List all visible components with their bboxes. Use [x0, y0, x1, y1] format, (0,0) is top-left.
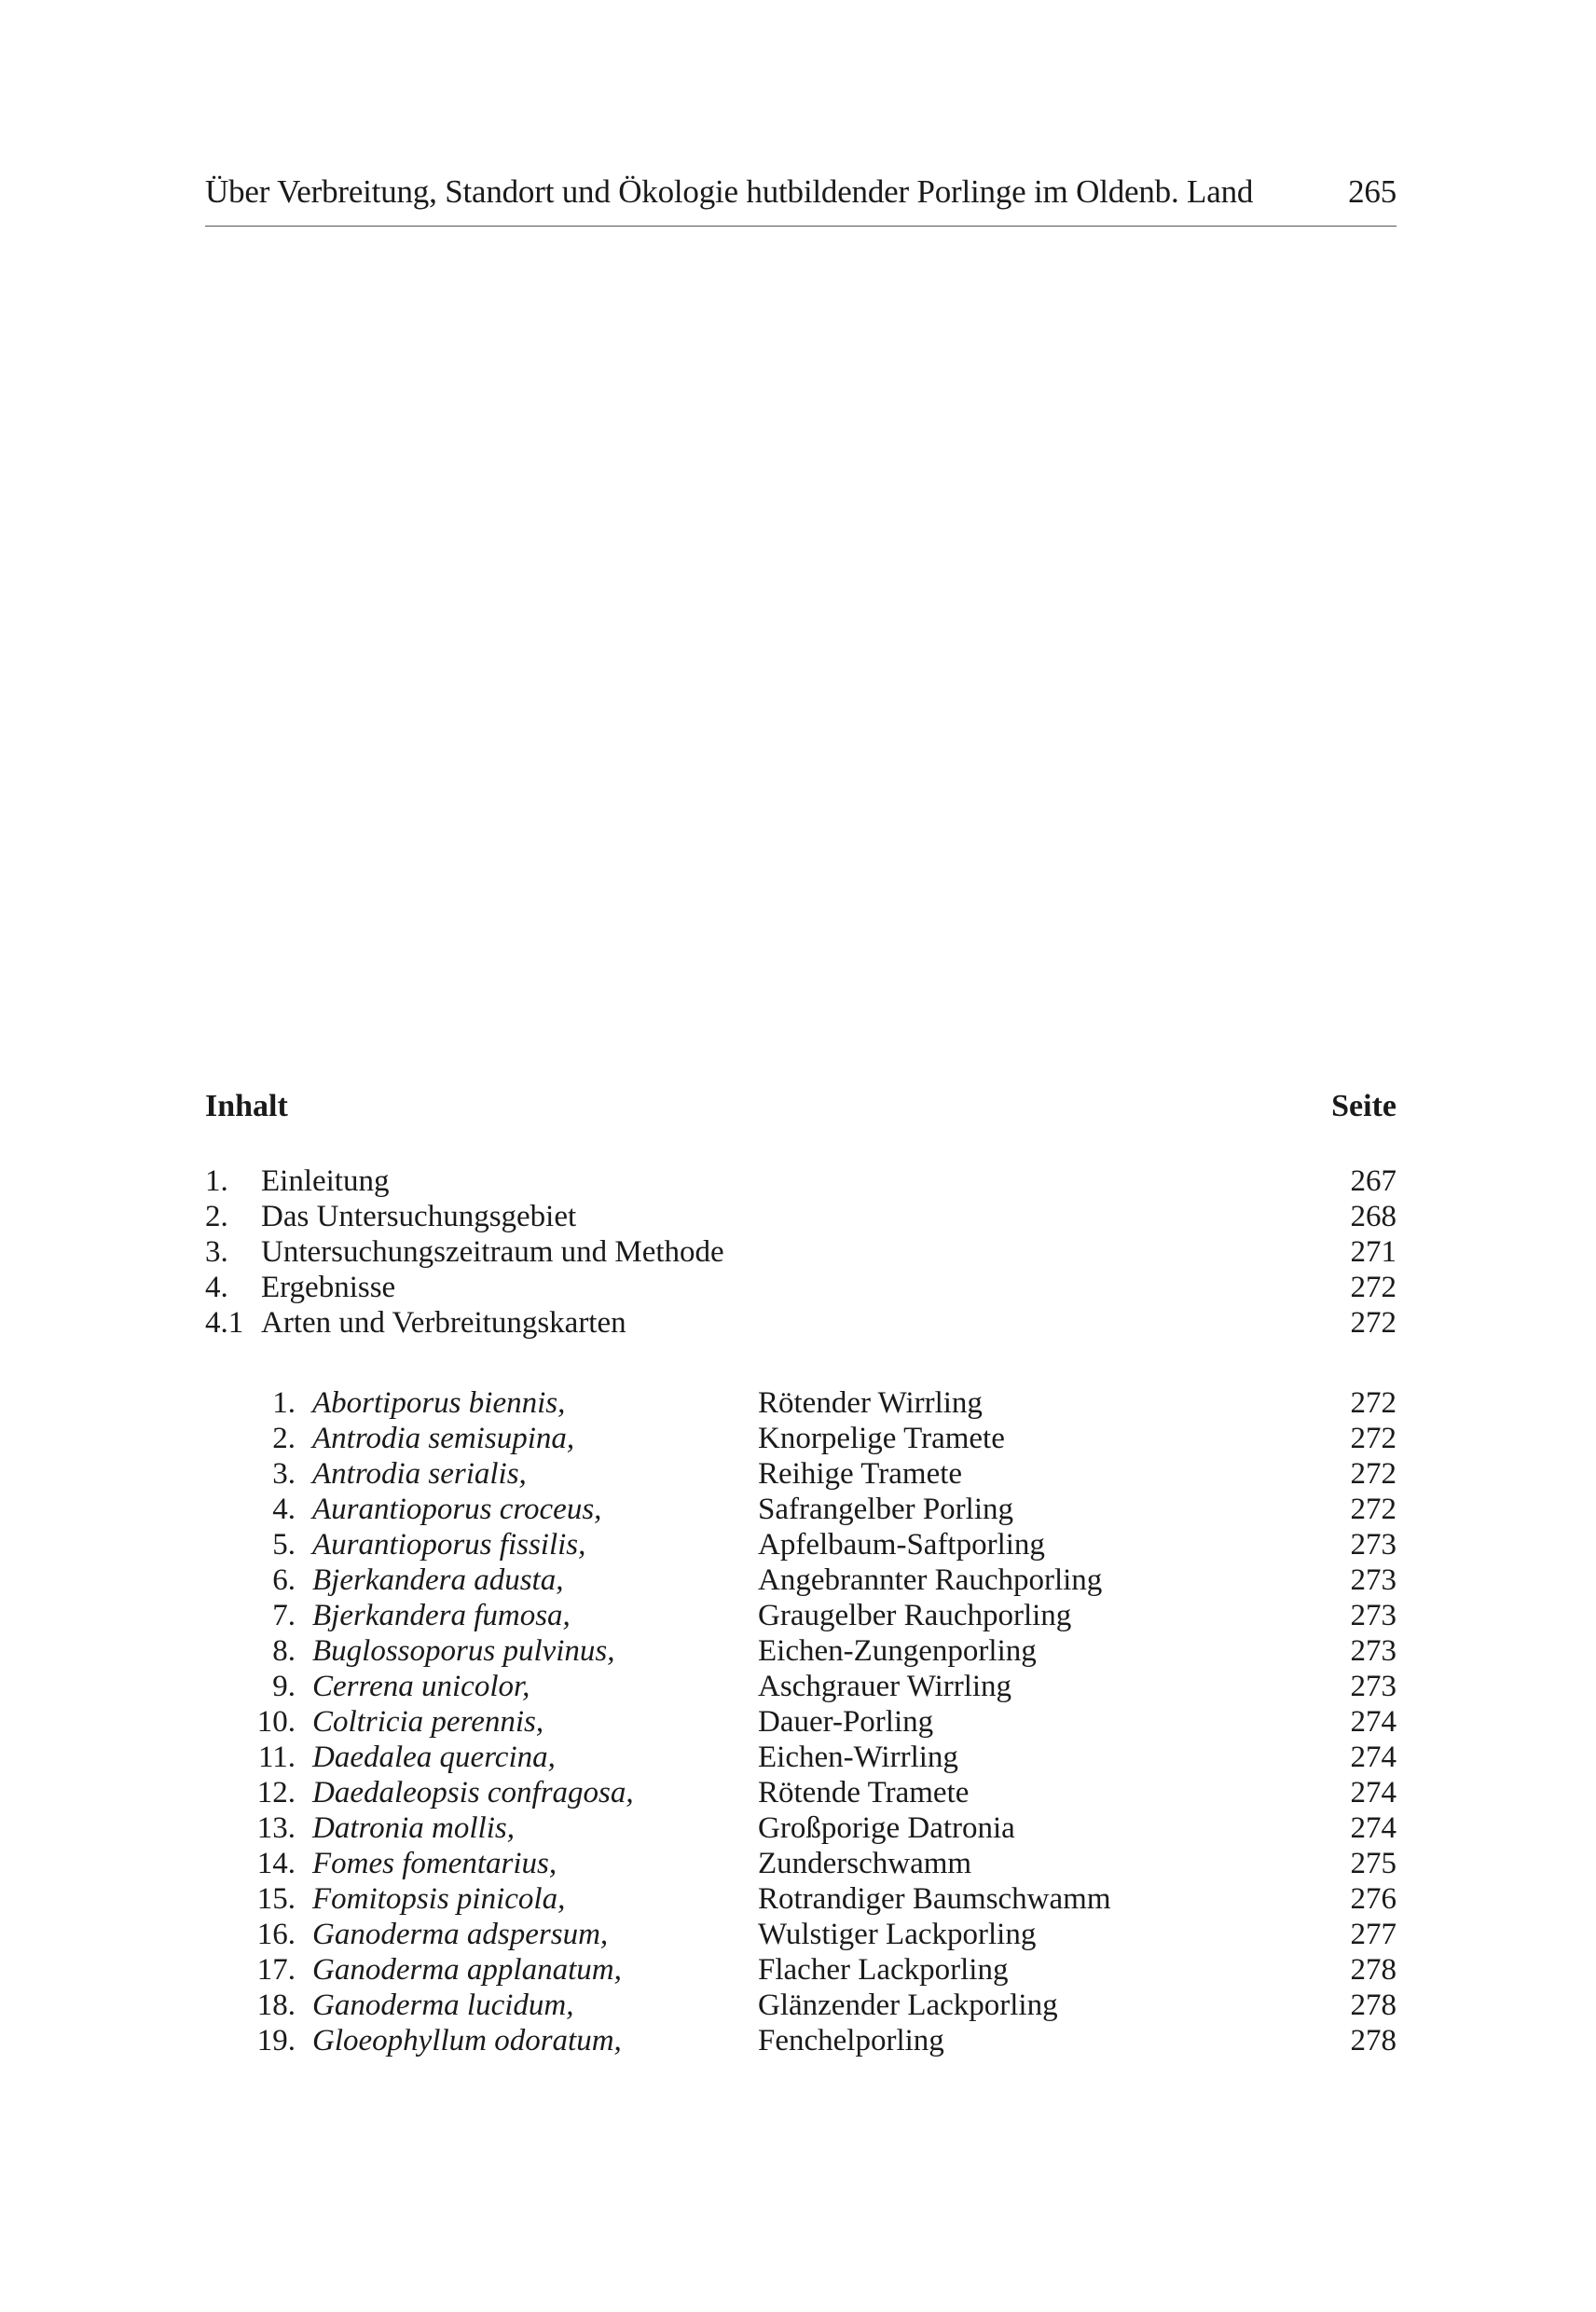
species-number: 11.: [257, 1741, 296, 1774]
species-german-name: Angebrannter Rauchporling: [758, 1563, 1103, 1597]
species-page: 273: [1350, 1634, 1396, 1668]
species-german-name: Safrangelber Porling: [758, 1493, 1014, 1526]
species-latin-name: Gloeophyllum odoratum,: [312, 2024, 622, 2057]
species-latin-name: Aurantioporus fissilis,: [312, 1528, 586, 1562]
species-german-name: Rötende Tramete: [758, 1776, 970, 1810]
species-page: 278: [1350, 2024, 1396, 2057]
species-page: 274: [1350, 1705, 1396, 1739]
species-number: 19.: [256, 2024, 296, 2057]
toc-entry-page: 267: [1350, 1164, 1396, 1198]
toc-entry-number: 3.: [205, 1235, 228, 1269]
species-number: 1.: [272, 1386, 296, 1420]
species-german-name: Graugelber Rauchporling: [758, 1599, 1072, 1632]
toc-entry-page: 272: [1350, 1306, 1396, 1340]
species-german-name: Glänzender Lackporling: [758, 1989, 1058, 2022]
toc-header: [205, 1089, 1396, 1124]
species-german-name: Reihige Tramete: [758, 1457, 963, 1491]
species-number: 14.: [256, 1847, 296, 1880]
species-german-name: Rotrandiger Baumschwamm: [758, 1882, 1111, 1916]
species-german-name: Dauer-Porling: [758, 1705, 934, 1739]
species-german-name: Aschgrauer Wirrling: [758, 1670, 1012, 1703]
species-row: [205, 1385, 1396, 1421]
toc-main-list: [205, 1163, 1396, 1341]
species-row: [205, 1881, 1396, 1917]
species-latin-name: Bjerkandera adusta,: [312, 1563, 564, 1597]
species-number: 2.: [272, 1422, 296, 1455]
toc-entry-title: Arten und Verbreitungskarten: [261, 1306, 626, 1340]
species-latin-name: Ganoderma lucidum,: [312, 1989, 574, 2022]
running-head: [205, 173, 1396, 211]
species-latin-name: Fomitopsis pinicola,: [312, 1882, 566, 1916]
species-row: [205, 1456, 1396, 1492]
species-row: [205, 1810, 1396, 1846]
species-german-name: Großporige Datronia: [758, 1811, 1015, 1845]
species-latin-name: Ganoderma applanatum,: [312, 1953, 622, 1987]
species-page: 273: [1350, 1670, 1396, 1703]
species-latin-name: Fomes fomentarius,: [312, 1847, 557, 1880]
species-latin-name: Daedaleopsis confragosa,: [312, 1776, 634, 1810]
species-list: [205, 1385, 1396, 2058]
toc-entry-title: Ergebnisse: [261, 1271, 396, 1304]
species-page: 274: [1350, 1741, 1396, 1774]
species-number: 9.: [272, 1670, 296, 1703]
species-page: 274: [1350, 1811, 1396, 1845]
species-number: 18.: [256, 1989, 296, 2022]
header-rule: [205, 226, 1396, 227]
species-page: 277: [1350, 1918, 1396, 1951]
toc-entry-number: 1.: [205, 1164, 228, 1198]
species-page: 272: [1350, 1422, 1396, 1455]
species-german-name: Eichen-Zungenporling: [758, 1634, 1037, 1668]
species-page: 278: [1350, 1953, 1396, 1987]
species-number: 15.: [256, 1882, 296, 1916]
species-latin-name: Ganoderma adspersum,: [312, 1918, 609, 1951]
species-number: 5.: [272, 1528, 296, 1562]
species-page: 275: [1350, 1847, 1396, 1880]
toc-entry: [205, 1270, 1396, 1305]
species-row: [205, 1740, 1396, 1775]
species-row: [205, 2023, 1396, 2058]
species-latin-name: Abortiporus biennis,: [312, 1386, 566, 1420]
species-number: 6.: [272, 1563, 296, 1597]
species-latin-name: Cerrena unicolor,: [312, 1670, 530, 1703]
toc-entry-title: Einleitung: [261, 1164, 390, 1198]
toc-entry-title: Das Untersuchungsgebiet: [261, 1200, 577, 1233]
species-page: 273: [1350, 1528, 1396, 1562]
species-row: [205, 1917, 1396, 1952]
species-number: 7.: [272, 1599, 296, 1632]
species-number: 3.: [272, 1457, 296, 1491]
page-number: 265: [1348, 173, 1396, 210]
species-latin-name: Antrodia semisupina,: [312, 1422, 575, 1455]
species-latin-name: Aurantioporus croceus,: [312, 1493, 602, 1526]
toc-entry-page: 271: [1350, 1235, 1396, 1269]
species-german-name: Wulstiger Lackporling: [758, 1918, 1037, 1951]
species-german-name: Eichen-Wirrling: [758, 1741, 958, 1774]
species-number: 17.: [256, 1953, 296, 1987]
species-page: 273: [1350, 1599, 1396, 1632]
species-page: 272: [1350, 1457, 1396, 1491]
toc-entry-number: 2.: [205, 1200, 228, 1233]
species-number: 12.: [256, 1776, 296, 1810]
species-german-name: Flacher Lackporling: [758, 1953, 1009, 1987]
species-latin-name: Coltricia perennis,: [312, 1705, 544, 1739]
species-page: 272: [1350, 1493, 1396, 1526]
species-row: [205, 1988, 1396, 2023]
toc-entry-number: 4.: [205, 1271, 228, 1304]
species-page: 272: [1350, 1386, 1396, 1420]
toc-entry: [205, 1199, 1396, 1234]
species-german-name: Zunderschwamm: [758, 1847, 972, 1880]
species-latin-name: Daedalea quercina,: [312, 1741, 556, 1774]
species-row: [205, 1669, 1396, 1704]
toc-heading: Inhalt: [205, 1089, 288, 1123]
species-german-name: Rötender Wirrling: [758, 1386, 983, 1420]
species-latin-name: Antrodia serialis,: [312, 1457, 527, 1491]
species-page: 276: [1350, 1882, 1396, 1916]
species-page: 278: [1350, 1989, 1396, 2022]
species-page: 274: [1350, 1776, 1396, 1810]
species-row: [205, 1492, 1396, 1527]
toc-entry: [205, 1234, 1396, 1270]
toc-entry-page: 268: [1350, 1200, 1396, 1233]
species-german-name: Apfelbaum-Saftporling: [758, 1528, 1045, 1562]
toc-entry: [205, 1163, 1396, 1199]
species-row: [205, 1527, 1396, 1562]
species-row: [205, 1952, 1396, 1988]
species-row: [205, 1562, 1396, 1598]
species-page: 273: [1350, 1563, 1396, 1597]
toc-entry-title: Untersuchungszeitraum und Methode: [261, 1235, 724, 1269]
species-german-name: Knorpelige Tramete: [758, 1422, 1005, 1455]
running-head-title: Über Verbreitung, Standort und Ökologie hutbildender Porlinge im Oldenb. Land: [205, 173, 1254, 210]
species-row: [205, 1633, 1396, 1669]
species-number: 10.: [256, 1705, 296, 1739]
species-row: [205, 1704, 1396, 1740]
toc-entry: [205, 1305, 1396, 1341]
species-latin-name: Bjerkandera fumosa,: [312, 1599, 571, 1632]
species-row: [205, 1775, 1396, 1810]
toc-entry-number: 4.1: [205, 1306, 244, 1340]
species-number: 8.: [272, 1634, 296, 1668]
toc-entry-page: 272: [1350, 1271, 1396, 1304]
toc-page-heading: Seite: [1331, 1089, 1396, 1123]
species-german-name: Fenchelporling: [758, 2024, 944, 2057]
species-row: [205, 1598, 1396, 1633]
species-latin-name: Datronia mollis,: [312, 1811, 515, 1845]
species-number: 16.: [256, 1918, 296, 1951]
species-row: [205, 1421, 1396, 1456]
species-number: 4.: [272, 1493, 296, 1526]
species-row: [205, 1846, 1396, 1881]
species-number: 13.: [256, 1811, 296, 1845]
species-latin-name: Buglossoporus pulvinus,: [312, 1634, 615, 1668]
